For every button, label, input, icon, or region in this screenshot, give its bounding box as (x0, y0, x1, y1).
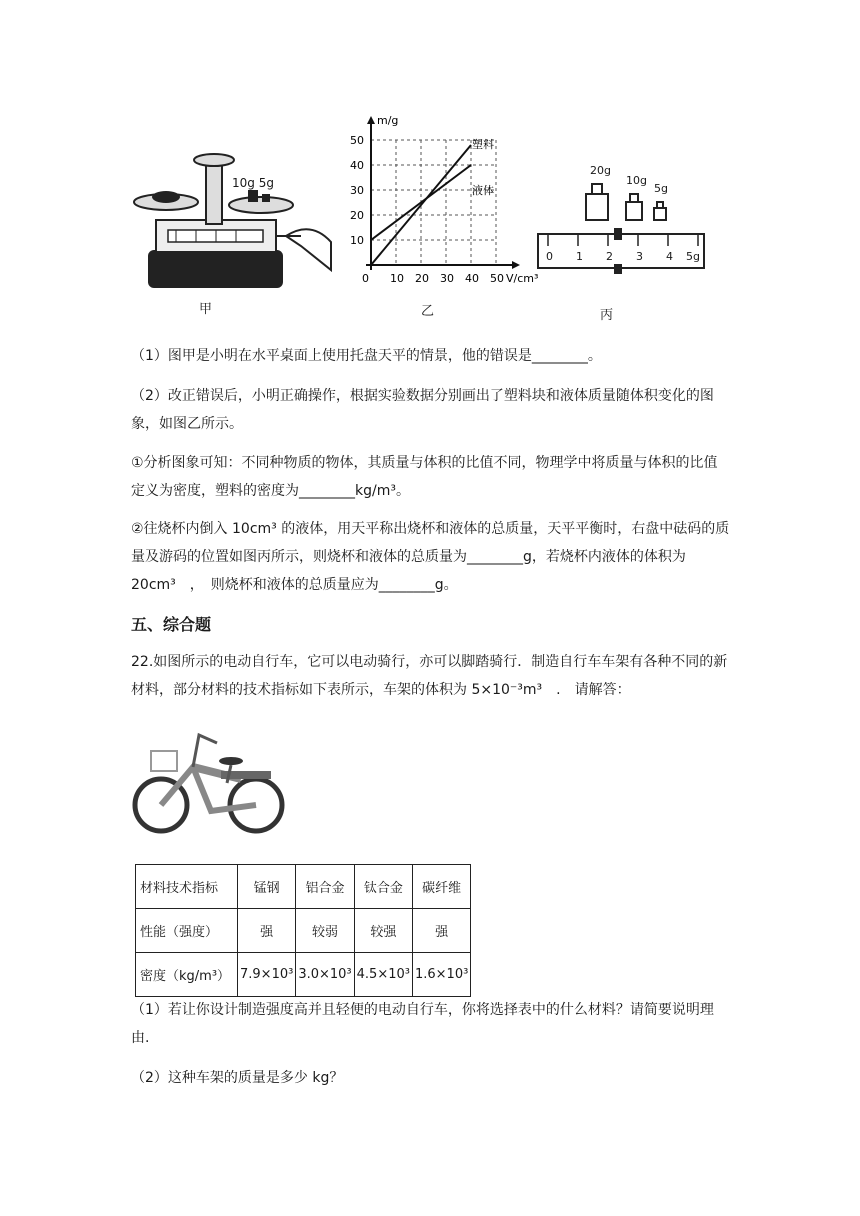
rider-scale-2: 2 (606, 250, 613, 263)
y-tick-40: 40 (350, 159, 364, 172)
table-cell: 密度（kg/m³） (136, 953, 238, 997)
rider-scale-4: 4 (666, 250, 673, 263)
table-row (136, 909, 471, 953)
balance-drawing (126, 150, 336, 295)
rider-scale-0: 0 (546, 250, 553, 263)
y-tick-50: 50 (350, 134, 364, 147)
question-22-sub-1: （1）若让你设计制造强度高并且轻便的电动自行车，你将选择表中的什么材料？请简要说明理由. (131, 1002, 714, 1046)
balance-figure-label: 甲 (199, 302, 213, 317)
x-axis-unit: V/cm³ (506, 272, 539, 285)
question-2-part-2: ②往烧杯内倒入 10cm³ 的液体，用天平称出烧杯和液体的总质量，天平平衡时，右盘中砝码的质量及游码的位置如图丙所示，则烧杯和液体的总质量为________g，若烧杯内液体的体积为 20cm³ ， 则烧杯和液体的总质量应为________g。 (131, 521, 730, 593)
rider-weight-10g: 10g (626, 174, 647, 187)
y-tick-30: 30 (350, 184, 364, 197)
table-cell: 4.5×10³ (354, 953, 412, 997)
x-tick-50: 50 (490, 272, 504, 285)
table-cell: 3.0×10³ (296, 953, 354, 997)
table-cell: 性能（强度） (136, 909, 238, 953)
mass-volume-graph-svg (346, 110, 546, 310)
table-header-cell: 铝合金 (296, 865, 354, 909)
table-cell: 1.6×10³ (412, 953, 470, 997)
y-tick-10: 10 (350, 234, 364, 247)
y-tick-20: 20 (350, 209, 364, 222)
x-tick-20: 20 (415, 272, 429, 285)
table-row (136, 953, 471, 997)
question-22-intro: 22.如图所示的电动自行车，它可以电动骑行，亦可以脚踏骑行．制造自行车车架有各种不同的新材料，部分材料的技术指标如下表所示，车架的体积为 5×10⁻³m³ . 请解答： (131, 654, 728, 698)
x-tick-10: 10 (390, 272, 404, 285)
rider-figure-label: 丙 (600, 308, 614, 323)
table-cell: 较弱 (296, 909, 354, 953)
question-22-sub-2: （2）这种车架的质量是多少 kg？ (131, 1070, 344, 1086)
section-title: 五、综合题 (131, 615, 212, 634)
balance-weights-label: 10g 5g (232, 176, 274, 190)
rider-scale-3: 3 (636, 250, 643, 263)
rider-scale-1: 1 (576, 250, 583, 263)
balance-figure (126, 150, 336, 295)
table-cell: 强 (238, 909, 296, 953)
x-tick-40: 40 (465, 272, 479, 285)
electric-bicycle-image (131, 725, 286, 835)
table-header-cell: 钛合金 (354, 865, 412, 909)
table-cell: 7.9×10³ (238, 953, 296, 997)
table-header-cell: 材料技术指标 (136, 865, 238, 909)
plastic-series-line (371, 145, 471, 265)
table-header-cell: 锰钢 (238, 865, 296, 909)
material-spec-table (135, 864, 471, 997)
y-axis-unit: m/g (377, 114, 399, 127)
question-2-part-1: ①分析图象可知：不同种物质的物体，其质量与体积的比值不同，物理学中将质量与体积的比值定义为密度，塑料的密度为________kg/m³。 (131, 455, 718, 499)
table-cell: 强 (412, 909, 470, 953)
x-tick-30: 30 (440, 272, 454, 285)
mass-volume-graph (346, 110, 546, 310)
graph-figure-label: 乙 (421, 304, 435, 319)
liquid-line-label: 液体 (472, 184, 494, 197)
rider-weight-5g: 5g (654, 182, 668, 195)
table-header-cell: 碳纤维 (412, 865, 470, 909)
question-2: （2）改正错误后，小明正确操作，根据实验数据分别画出了塑料块和液体质量随体积变化的图象，如图乙所示。 (131, 388, 714, 432)
rider-scale-5g: 5g (686, 250, 700, 263)
plastic-line-label: 塑料 (472, 138, 494, 151)
question-1: （1）图甲是小明在水平桌面上使用托盘天平的情景，他的错误是________。 (131, 348, 602, 364)
rider-figure (534, 160, 714, 280)
table-cell: 较强 (354, 909, 412, 953)
table-row (136, 865, 471, 909)
x-tick-0: 0 (362, 272, 369, 285)
rider-weight-20g: 20g (590, 164, 611, 177)
